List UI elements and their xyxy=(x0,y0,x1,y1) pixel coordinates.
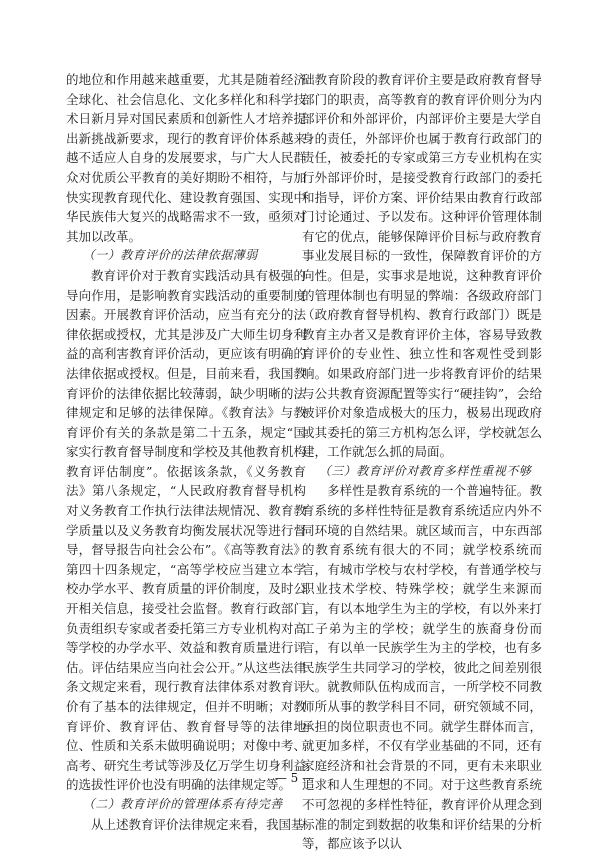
left-column xyxy=(66,70,306,834)
right-column xyxy=(302,70,542,854)
body-paragraph-1: 教育评价对于教育实践活动具有极强的导向作用，是影响教育实践活动的重要制度因素。开展教育评价活动，应当有充分的法律依据或授权，尤其是涉及广大师生切身利益的高利害教育评价活动，更应该有明确的法律依据或授权。但是，目前来看，我国教育评价的法律依据比较薄弱，缺少明晰的法律规定和足够的法律保障。《教育法》与教育评价有关的条款是第二十五条，规定“国家实行教育督导制度和学校及其他教育机构教育评估制度”。依据该条款，《义务教育法》第八条规定，“人民政府教育督导机构对义务教育工作执行法律法规情况、教育教学质量以及义务教育均衡发展状况等进行督导，督导报告向社会公布”。《高等教育法》第四十四条规定，“高等学校应当建立本学校办学水平、教育质量的评价制度，及时公开相关信息，接受社会监督。教育行政部门负责组织专家或者委托第三方专业机构对高等学校的办学水平、效益和教育质量进行评估。评估结果应当向社会公开。”从这些法律条文规定来看，现行教育法律体系对教育评价有了基本的法律规定，但并不明晰；对教育评价、教育评估、教育督导等的法律地位、性质和关系未做明确说明；对像中考、高考、研究生考试等涉及亿万学生切身利益的选拔性评价也没有明确的法律规定等。 xyxy=(66,267,306,793)
body-paragraph-3: 多样性是教育系统的一个普遍特征。教育系统的多样性特征是教育系统适应内外不同环境的自然结果。就区域而言，中东西部的教育系统有很大的不同；就学校系统而言，有城市学校与农村学校，有普通学校与职业技术学校、特殊学校；就学生来源而言，有以本地学生为主的学校，有以外来打工子弟为主的学校；就学生的族裔身份而言，有以单一民族学生为主的学校，也有多民族学生共同学习的学校，彼此之间差别很大。就教师队伍构成而言，一所学校不同教师所从事的教学科目不同，研究领域不同，承担的岗位职责也不同。就学生群体而言，就更加多样，不仅有学业基础的不同，还有家庭经济和社会背景的不同，更有未来职业追求和人生理想的不同。对于这些教育系统不可忽视的多样性特征，教育评价从理念到标准的制定到数据的收集和评价结果的分析等，都应该予以认 xyxy=(302,483,542,852)
section-heading-3: （三）教育评价对教育多样性重视不够 xyxy=(318,463,532,478)
section-heading-1: （一）教育评价的法律依据薄弱 xyxy=(82,248,258,263)
body-paragraph-intro: 的地位和作用越来越重要，尤其是随着经济全球化、社会信息化、文化多样化和科学技术日新月异对国民素质和创新性人才培养提出新挑战新要求，现行的教育评价体系越来越不适应人自身的发展要求，与广大人民群众对优质公平教育的美好期盼不相符，与加快实现教育现代化、建设教育强国、实现中华民族伟大复兴的战略需求不一致，亟须对其加以改革。 xyxy=(66,72,306,244)
section-heading-2: （二）教育评价的管理体系有待完善 xyxy=(82,796,283,811)
page-number: — 5 — xyxy=(274,771,315,785)
body-paragraph-2-continued: 础教育阶段的教育评价主要是政府教育督导部门的职责，高等教育的教育评价则分为内部评价和外部评价，内部评价主要是大学自身的责任，外部评价也属于教育行政部门的责任，被委托的专家或第三方专业机构在实行外部评价时，是接受教育行政部门的委托和指导，评价方案、评价结果由教育行政部门讨论通过、予以发布。这种评价管理体制有它的优点，能够保障评价目标与政府教育事业发展目标的一致性，保障教育评价的方向性。但是，实事求是地说，这种教育评价的管理体制也有明显的弊端：各级政府部门（政府教育督导机构、教育行政部门）既是教育主办者又是教育评价主体，容易导致教育评价的专业性、独立性和客观性受到影响。如果政府部门进一步将教育评价的结果与公共教育资源配置等实行“硬挂钩”，会给被评价对象造成极大的压力，极易出现政府或其委托的第三方机构怎么评，学校就怎么建，工作就怎么抓的局面。 xyxy=(302,72,542,460)
body-paragraph-2-start: 从上述教育评价法律规定来看，我国基 xyxy=(91,816,304,832)
